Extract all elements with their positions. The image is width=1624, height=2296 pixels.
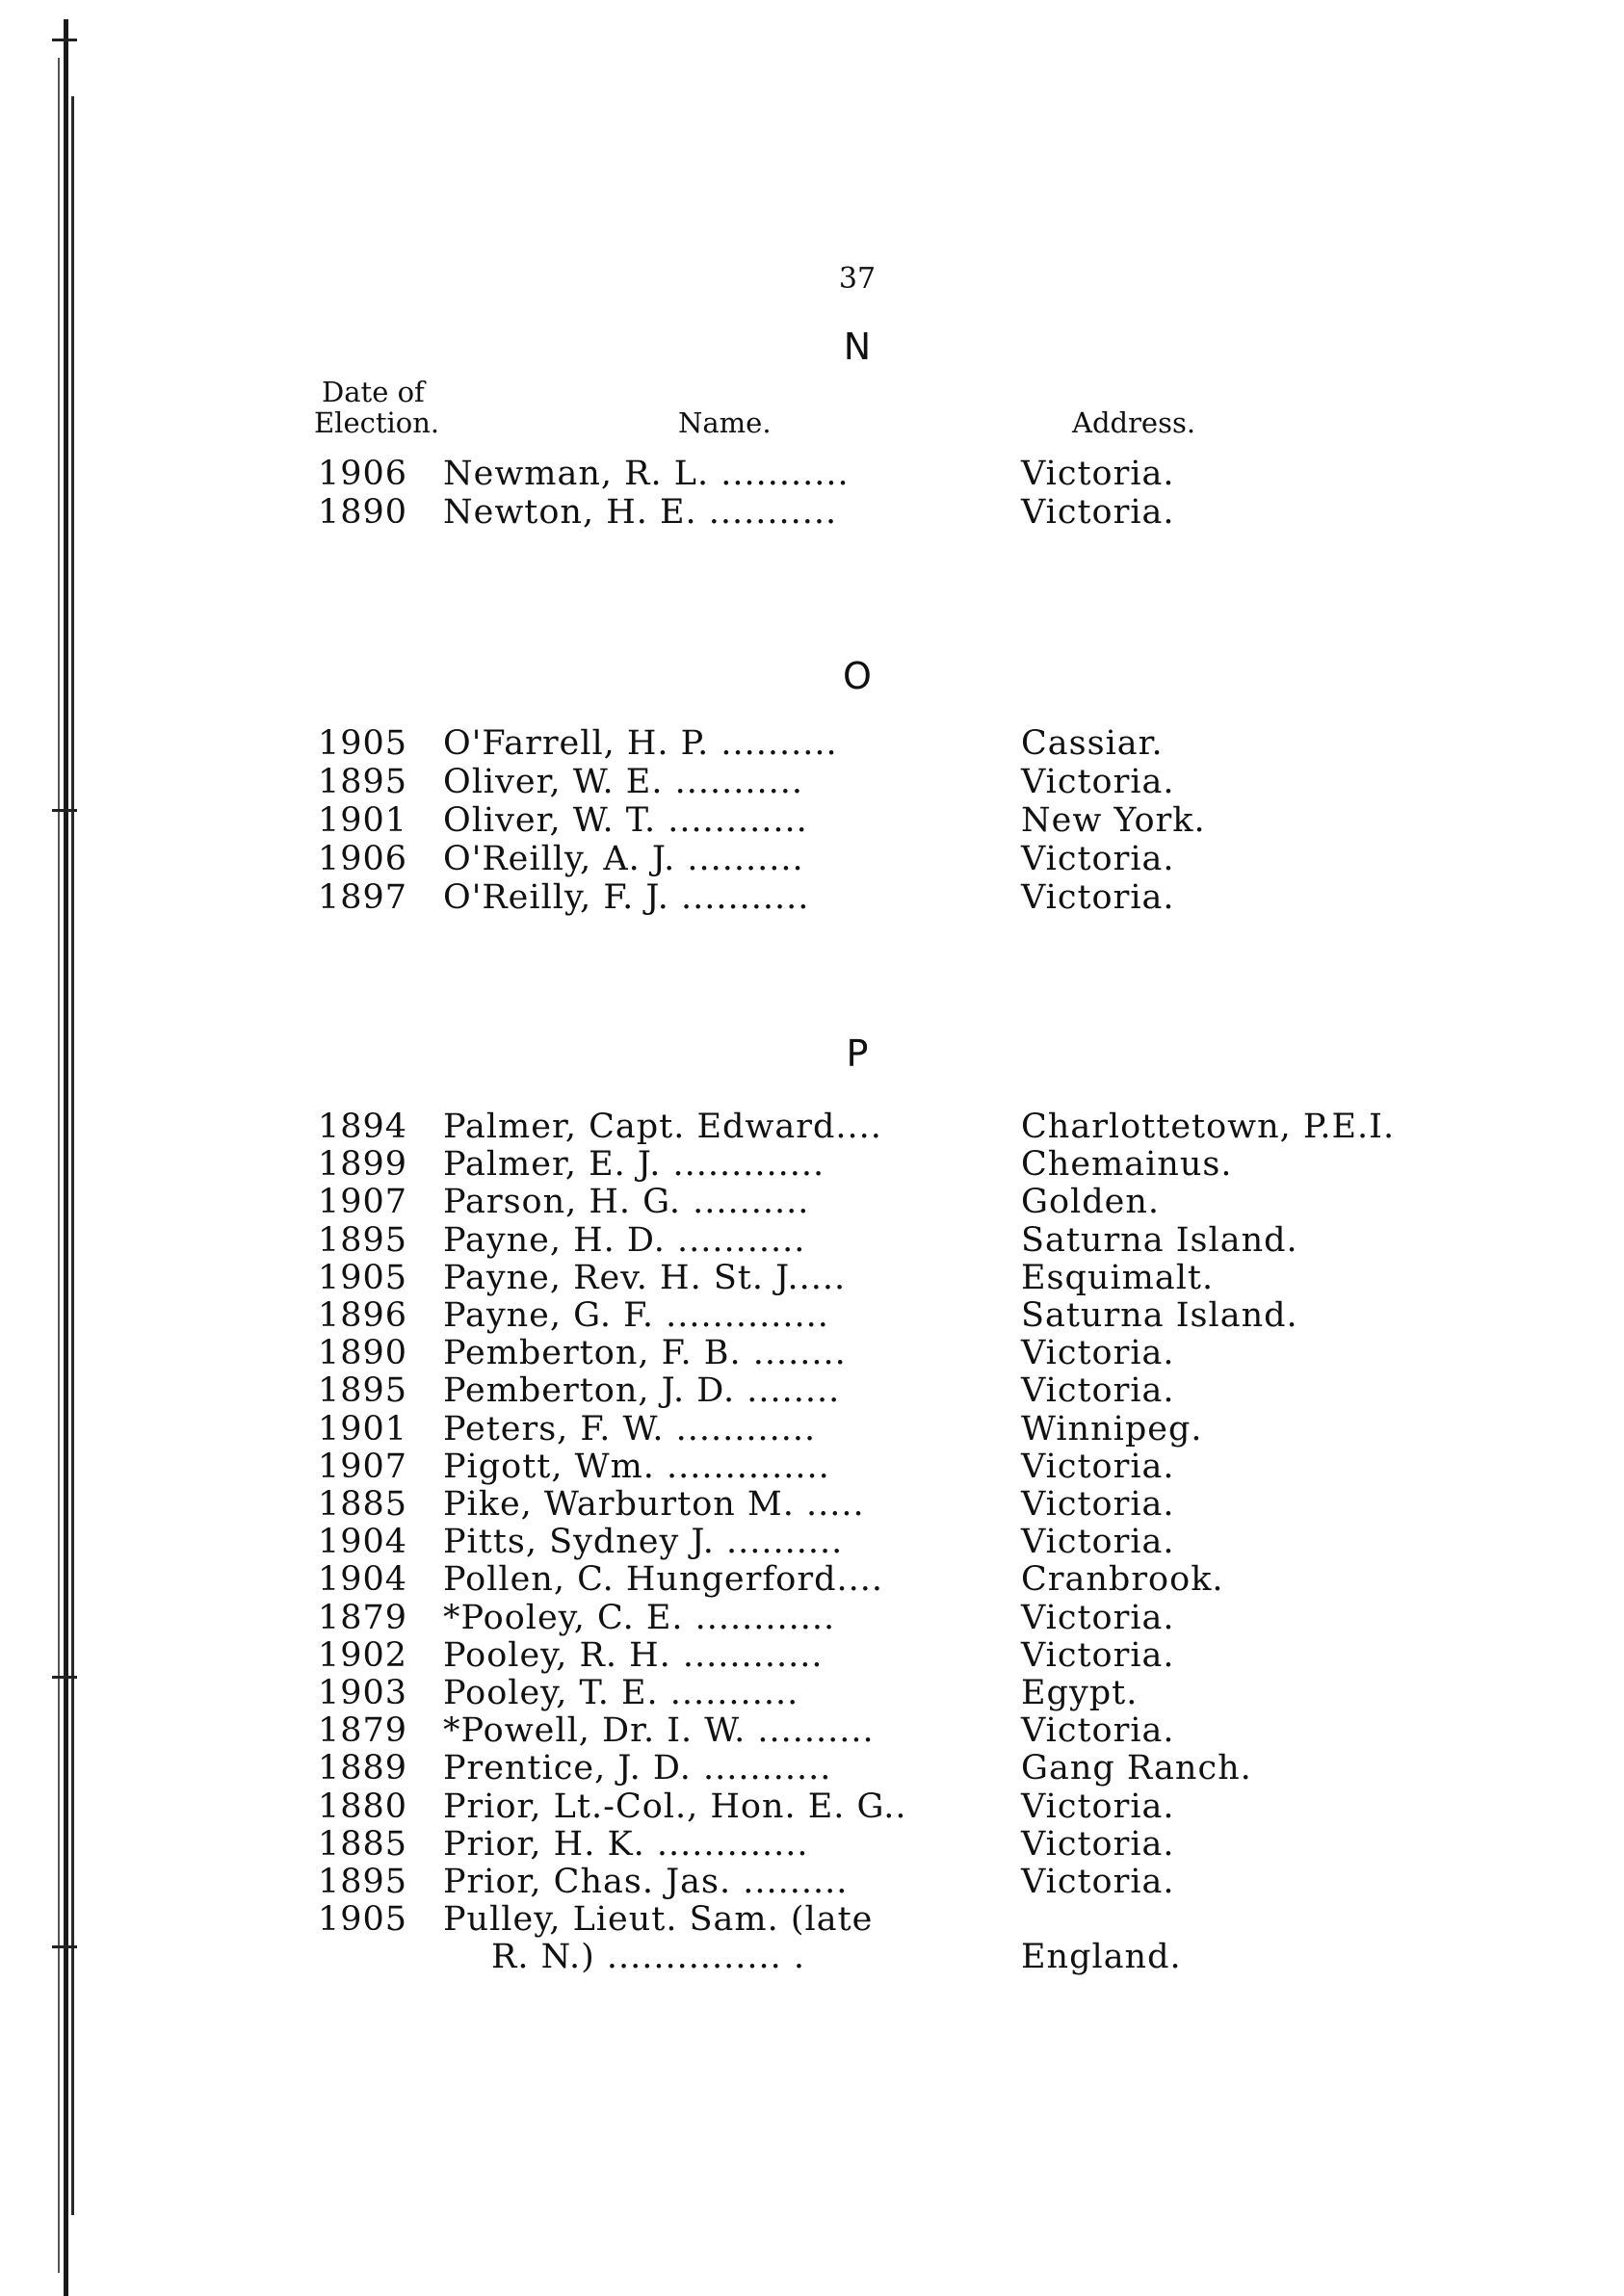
member-name: O'Farrell, H. P. .......... xyxy=(443,724,838,763)
member-name: Pooley, T. E. ........... xyxy=(443,1674,799,1712)
member-name: Prior, Chas. Jas. ......... xyxy=(443,1863,849,1901)
election-year: 1901 xyxy=(318,801,408,840)
election-year: 1889 xyxy=(318,1749,408,1788)
member-name: Payne, G. F. .............. xyxy=(443,1296,829,1335)
member-name: *Pooley, C. E. ............ xyxy=(443,1598,836,1637)
member-address: Cassiar. xyxy=(1021,724,1164,763)
election-year: 1905 xyxy=(318,1900,408,1940)
member-address: Victoria. xyxy=(1021,1787,1175,1826)
member-address: Victoria. xyxy=(1021,763,1175,801)
member-name: Pooley, R. H. ............ xyxy=(443,1635,824,1675)
member-address: Gang Ranch. xyxy=(1021,1749,1252,1788)
member-address: Victoria. xyxy=(1021,1523,1175,1562)
section-letter-n: N xyxy=(843,326,872,368)
election-year: 1899 xyxy=(318,1145,408,1185)
member-address: Victoria. xyxy=(1021,878,1175,917)
member-name: Peters, F. W. ............ xyxy=(443,1409,817,1448)
header-election: Election. xyxy=(314,406,440,439)
election-year: 1885 xyxy=(318,1485,408,1524)
member-name: Prior, Lt.-Col., Hon. E. G.. xyxy=(443,1787,907,1826)
member-name: Parson, H. G. .......... xyxy=(443,1183,810,1222)
election-year: 1879 xyxy=(318,1598,408,1637)
member-address: Egypt. xyxy=(1021,1674,1139,1712)
member-name: Pulley, Lieut. Sam. (late xyxy=(443,1900,874,1940)
member-address: Victoria. xyxy=(1021,493,1175,532)
election-year: 1896 xyxy=(318,1296,408,1335)
member-address: Victoria. xyxy=(1021,1711,1175,1751)
header-date-of: Date of xyxy=(322,376,425,408)
election-year: 1906 xyxy=(318,840,408,878)
header-address: Address. xyxy=(1072,406,1196,439)
election-year: 1902 xyxy=(318,1635,408,1675)
member-address: Golden. xyxy=(1021,1183,1161,1222)
member-name: Pike, Warburton M. ..... xyxy=(443,1485,865,1524)
member-name: Pitts, Sydney J. .......... xyxy=(443,1523,844,1562)
member-address: Winnipeg. xyxy=(1021,1409,1203,1448)
member-address: Victoria. xyxy=(1021,1371,1175,1411)
member-address: Saturna Island. xyxy=(1021,1220,1298,1260)
member-address: Victoria. xyxy=(1021,1598,1175,1637)
member-name: *Powell, Dr. I. W. .......... xyxy=(443,1711,875,1751)
election-year: 1907 xyxy=(318,1447,408,1486)
member-name: O'Reilly, F. J. ........... xyxy=(443,878,810,917)
election-year: 1890 xyxy=(318,1334,408,1373)
election-year: 1906 xyxy=(318,455,408,493)
member-address: Victoria. xyxy=(1021,455,1175,493)
member-name: Newman, R. L. ........... xyxy=(443,455,850,493)
election-year: 1897 xyxy=(318,878,408,917)
election-year: 1905 xyxy=(318,724,408,763)
election-year: 1895 xyxy=(318,1220,408,1260)
member-name: Oliver, W. E. ........... xyxy=(443,763,803,801)
section-letter-o: O xyxy=(843,655,872,697)
election-year: 1880 xyxy=(318,1787,408,1826)
member-address: Victoria. xyxy=(1021,1485,1175,1524)
header-name: Name. xyxy=(678,406,772,439)
member-address: Victoria. xyxy=(1021,1334,1175,1373)
member-name: Payne, Rev. H. St. J..... xyxy=(443,1258,847,1297)
election-year: 1904 xyxy=(318,1523,408,1562)
member-address: Saturna Island. xyxy=(1021,1296,1298,1335)
member-address: Victoria. xyxy=(1021,1863,1175,1901)
member-name: Newton, H. E. ........... xyxy=(443,493,838,532)
election-year: 1885 xyxy=(318,1824,408,1864)
member-name: Pollen, C. Hungerford.... xyxy=(443,1560,883,1600)
member-name: Palmer, E. J. ............. xyxy=(443,1145,825,1185)
member-address: Victoria. xyxy=(1021,1635,1175,1675)
member-name: Oliver, W. T. ............ xyxy=(443,801,808,840)
election-year: 1895 xyxy=(318,1371,408,1411)
election-year: 1895 xyxy=(318,1863,408,1901)
election-year: 1895 xyxy=(318,763,408,801)
member-address: England. xyxy=(1021,1938,1182,1977)
member-name: R. N.) ............... . xyxy=(491,1938,806,1977)
page-number: 37 xyxy=(838,262,877,296)
member-address: Cranbrook. xyxy=(1021,1560,1224,1600)
member-address: New York. xyxy=(1021,801,1206,840)
election-year: 1907 xyxy=(318,1183,408,1222)
member-address: Charlottetown, P.E.I. xyxy=(1021,1108,1396,1146)
section-letter-p: P xyxy=(846,1032,869,1075)
member-name: Payne, H. D. ........... xyxy=(443,1220,806,1260)
member-name: Pigott, Wm. .............. xyxy=(443,1447,830,1486)
election-year: 1890 xyxy=(318,493,408,532)
member-address: Victoria. xyxy=(1021,840,1175,878)
member-name: O'Reilly, A. J. .......... xyxy=(443,840,804,878)
member-address: Chemainus. xyxy=(1021,1145,1233,1185)
member-name: Pemberton, J. D. ........ xyxy=(443,1371,841,1411)
election-year: 1901 xyxy=(318,1409,408,1448)
member-address: Esquimalt. xyxy=(1021,1258,1215,1297)
member-name: Prior, H. K. ............. xyxy=(443,1824,809,1864)
election-year: 1879 xyxy=(318,1711,408,1751)
election-year: 1903 xyxy=(318,1674,408,1712)
election-year: 1904 xyxy=(318,1560,408,1600)
book-binding-edge xyxy=(50,19,79,2296)
member-address: Victoria. xyxy=(1021,1447,1175,1486)
member-name: Prentice, J. D. ........... xyxy=(443,1749,832,1788)
member-address: Victoria. xyxy=(1021,1824,1175,1864)
member-name: Pemberton, F. B. ........ xyxy=(443,1334,847,1373)
member-name: Palmer, Capt. Edward.... xyxy=(443,1108,882,1146)
election-year: 1894 xyxy=(318,1108,408,1146)
election-year: 1905 xyxy=(318,1258,408,1297)
